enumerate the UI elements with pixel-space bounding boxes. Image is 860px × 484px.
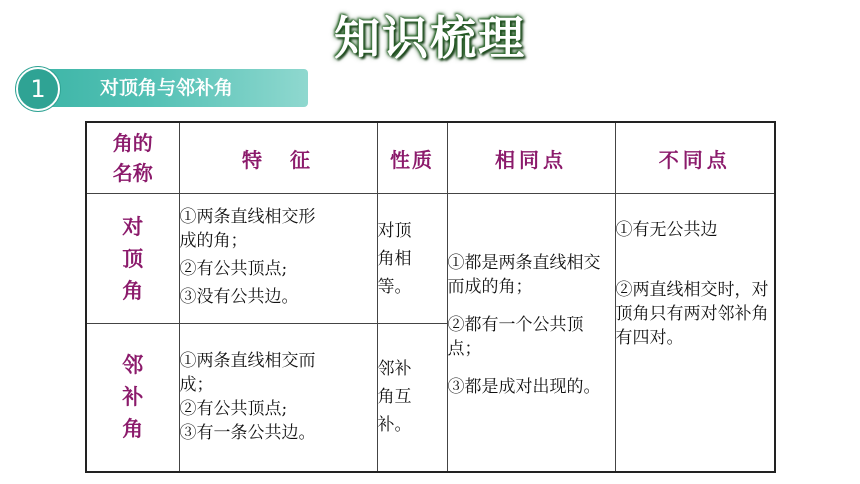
header-angle-name	[86, 122, 179, 194]
feature-item: ②有公共顶点;	[179, 258, 288, 279]
feature-item: ③没有公共边。	[179, 286, 299, 307]
difference-item: ①有无公共边	[615, 220, 718, 240]
header-common: 相同点	[447, 122, 615, 194]
table-row-vertical-angles	[86, 194, 775, 324]
page-title: 知识梳理	[334, 11, 526, 65]
row-name-char: 邻	[122, 353, 144, 378]
header-difference: 不同点	[615, 122, 775, 194]
row-name-char: 对	[122, 214, 144, 239]
comparison-table	[85, 121, 776, 473]
features-vertical-angles	[179, 194, 377, 324]
feature-item: ①两条直线相交形成的角；	[179, 206, 316, 251]
row-name-adjacent-supplementary	[86, 324, 179, 472]
section-title: 对顶角与邻补角	[100, 77, 234, 99]
property-line: 对顶	[377, 220, 412, 241]
section-header-bar	[46, 69, 308, 107]
common-point-item: ②都有一个公共顶点；	[447, 315, 584, 360]
row-name-char: 角	[122, 417, 144, 442]
header-property: 性质	[377, 122, 447, 194]
header-angle-name-line2: 名称	[112, 161, 153, 185]
property-line: 角相	[377, 248, 412, 269]
common-points-cell	[447, 194, 615, 472]
common-point-item: ①都是两条直线相交而成的角；	[447, 253, 601, 298]
section-header	[16, 67, 306, 109]
table-header-row	[86, 122, 775, 194]
feature-item: ②有公共顶点;	[179, 399, 288, 420]
row-name-char: 顶	[122, 246, 144, 271]
section-number-badge: 1	[16, 67, 60, 111]
features-adjacent-supplementary	[179, 324, 377, 472]
property-line: 角互	[377, 387, 412, 408]
difference-item: ②两直线相交时，对顶角只有两对邻补角有四对。	[615, 280, 769, 348]
property-vertical-angles	[377, 194, 447, 324]
row-name-char: 角	[122, 278, 144, 303]
property-line: 补。	[377, 415, 412, 436]
common-point-item: ③都是成对出现的。	[447, 377, 601, 398]
property-line: 等。	[377, 276, 412, 297]
row-name-char: 补	[122, 385, 144, 410]
header-feature: 特 征	[179, 122, 377, 194]
feature-item: ③有一条公共边。	[179, 423, 316, 444]
header-angle-name-line1: 角的	[112, 131, 153, 155]
difference-points-cell	[615, 194, 775, 472]
property-adjacent-supplementary	[377, 324, 447, 472]
feature-item: ①两条直线相交而成；	[179, 351, 316, 396]
row-name-vertical-angles	[86, 194, 179, 324]
property-line: 邻补	[377, 359, 412, 380]
